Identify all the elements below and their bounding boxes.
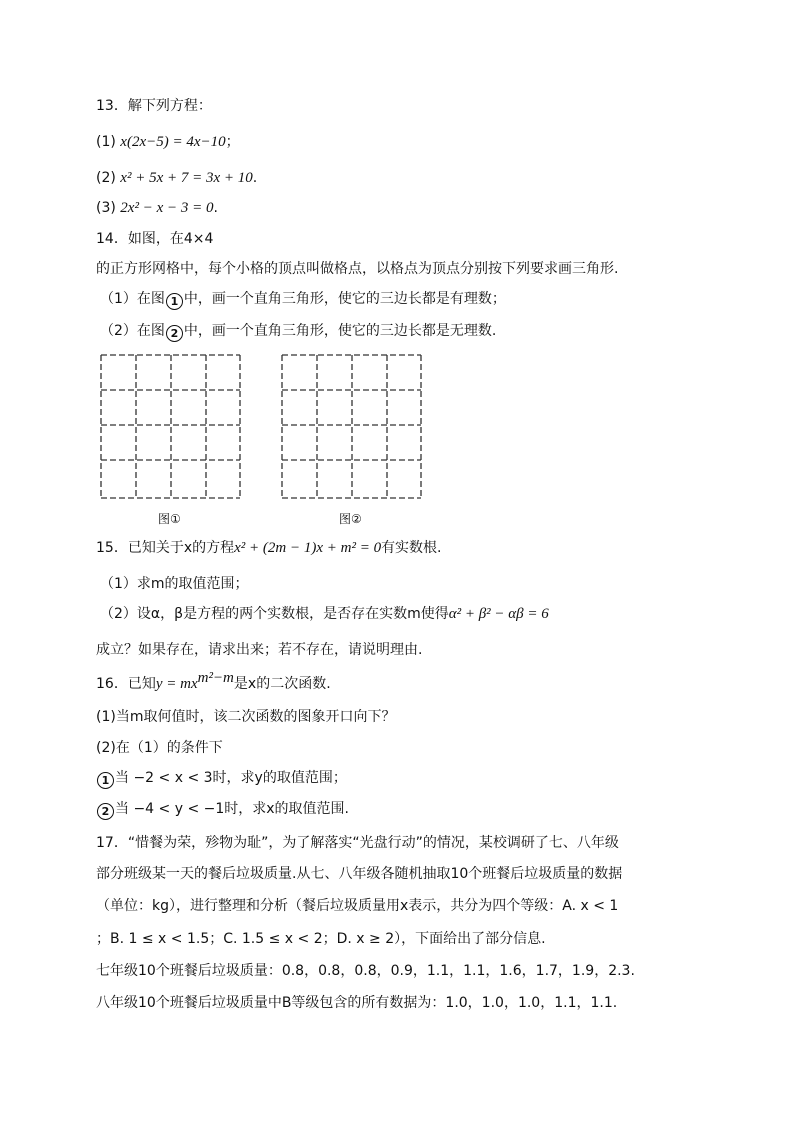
q17-line2: 部分班级某一天的餐后垃圾质量.从七、八年级各随机抽取10个班餐后垃圾质量的数据 xyxy=(96,866,623,882)
q14-line2: 的正方形网格中，每个小格的顶点叫做格点，以格点为顶点分别按下列要求画三角形. xyxy=(96,261,619,277)
q17-line6: 八年级10个班餐后垃圾质量中B等级包含的所有数据为：1.0，1.0，1.0，1.1，1.1. xyxy=(96,995,618,1011)
q15-part1: （1）求m的取值范围； xyxy=(100,576,249,592)
q16-part1: (1)当m取何值时，该二次函数的图象开口向下？ xyxy=(96,709,396,725)
q17-line5: 七年级10个班餐后垃圾质量：0.8，0.8，0.8，0.9，1.1，1.1，1.6，1.7，1.9，2.3. xyxy=(96,963,635,979)
q16-part2: (2)在（1）的条件下 xyxy=(96,740,223,756)
q13-item-1: (1) x(2x−5) = 4x−10； xyxy=(96,134,240,150)
q17-line3: （单位：kg），进行整理和分析（餐后垃圾质量用x表示，共分为四个等级：A. x < 1 xyxy=(96,898,619,914)
q16-sub1: 1 当 −2 < x < 3时，求y的取值范围； xyxy=(96,768,347,789)
q13-title: 13．解下列方程： xyxy=(96,98,212,114)
circled-number-2: 2 xyxy=(97,803,114,820)
q17-line1: 17．“惜餐为荣，殄物为耻”，为了解落实“光盘行动”的情况，某校调研了七、八年级 xyxy=(96,835,619,851)
q14-part2: （2）在图 2 中，画一个直角三角形，使它的三边长都是无理数. xyxy=(100,323,497,340)
q17-line4: ；B. 1 ≤ x < 1.5；C. 1.5 ≤ x < 2；D. x ≥ 2），下面给出了部分信息. xyxy=(96,931,546,947)
grid-figure-2 xyxy=(279,352,425,502)
circled-number-1: 1 xyxy=(97,772,114,789)
grid-figure-1 xyxy=(98,352,244,502)
q15-title: 15．已知关于x的方程x² + (2m − 1)x + m² = 0有实数根. xyxy=(96,540,442,556)
figure-2-caption: 图② xyxy=(339,512,362,526)
q16-sub2: 2 当 −4 < y < −1时，求x的取值范围. xyxy=(96,799,349,820)
q13-item-2: (2) x² + 5x + 7 = 3x + 10. xyxy=(96,170,258,186)
figure-1-caption: 图① xyxy=(158,512,181,526)
q15-part2: （2）设α，β是方程的两个实数根，是否存在实数m使得α² + β² − αβ = 6 xyxy=(100,606,549,622)
circled-number-1: 1 xyxy=(166,293,183,310)
q15-part2-end: 成立？如果存在，请求出来；若不存在，请说明理由. xyxy=(96,642,423,658)
circled-number-2: 2 xyxy=(166,325,183,342)
q14-title: 14．如图，在4×4 xyxy=(96,231,214,247)
q16-title: 16．已知$y = mx^{m^2-m}$是x的二次函数. xyxy=(96,670,331,692)
q14-part1: （1）在图 1 中，画一个直角三角形，使它的三边长都是有理数； xyxy=(100,291,506,308)
q13-item-3: (3) 2x² − x − 3 = 0. xyxy=(96,200,218,216)
